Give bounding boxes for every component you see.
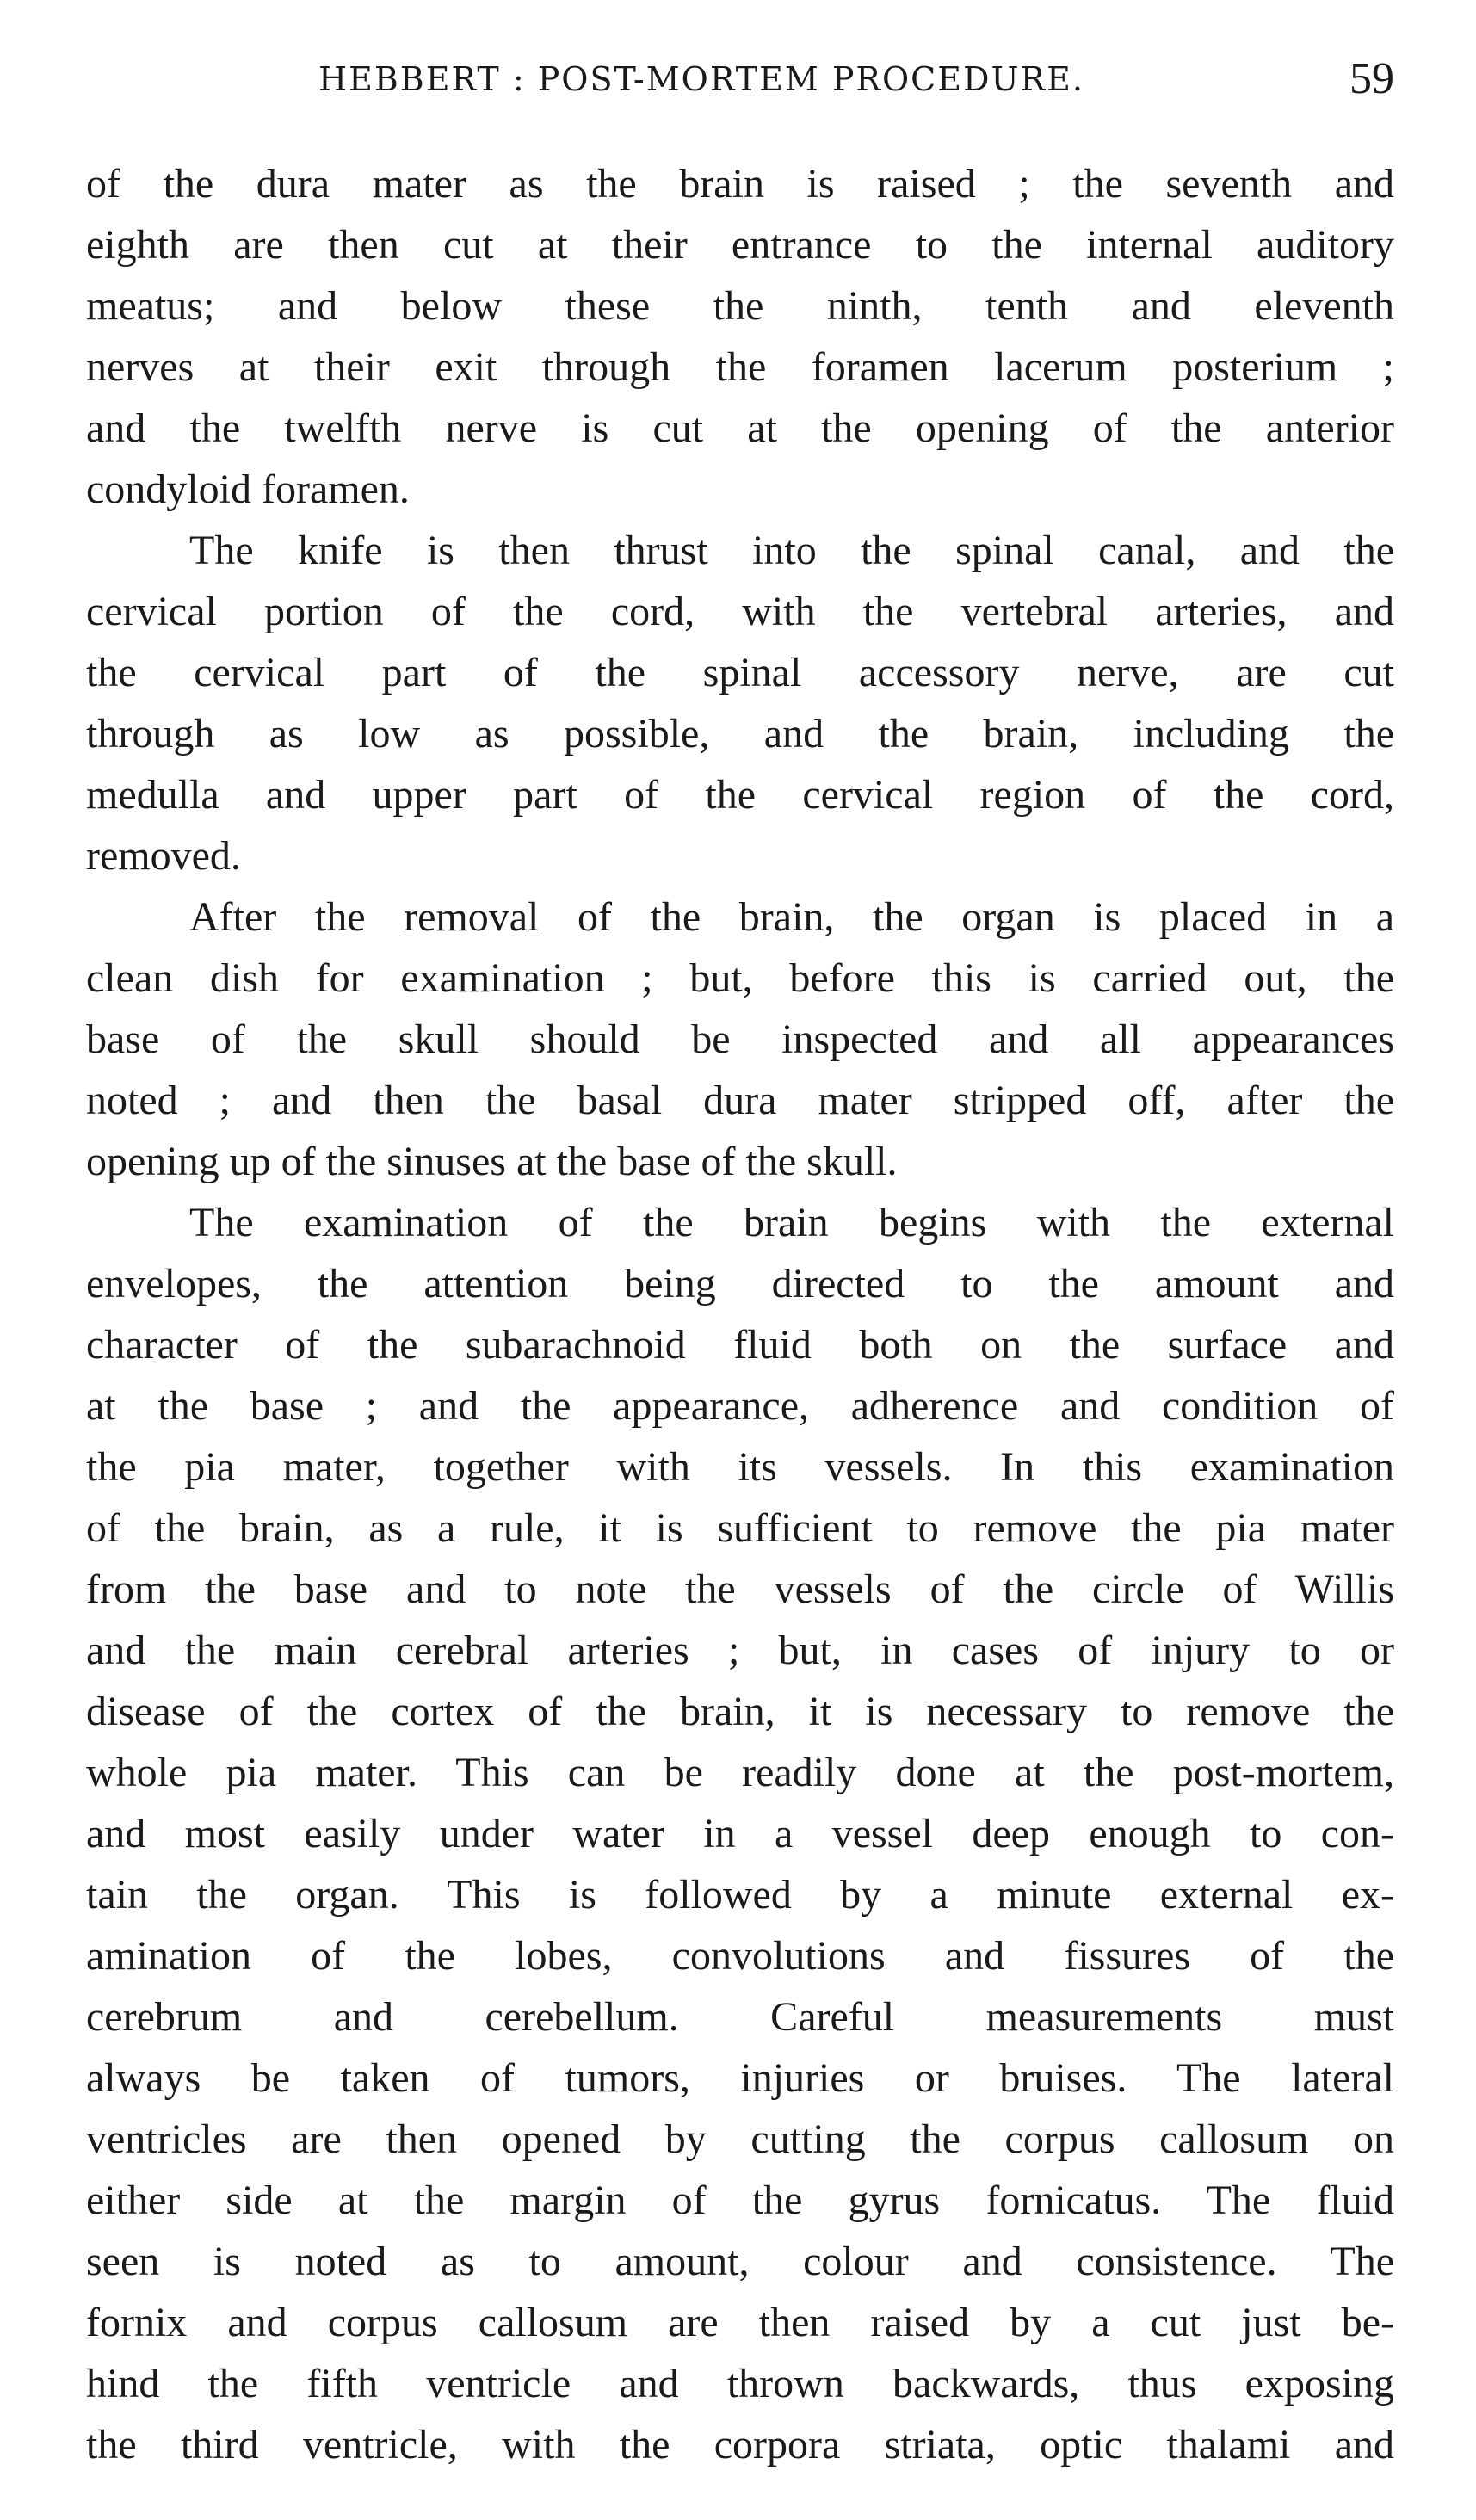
running-title: HEBBERT : POST-MORTEM PROCEDURE. <box>318 60 1084 98</box>
paragraph-start-line: The knife is then thrust into the spinal canal, and the <box>189 528 1394 573</box>
text-line: seen is noted as to amount, colour and consistence. The <box>86 2239 1394 2284</box>
running-head <box>86 54 1394 112</box>
text-line: whole pia mater. This can be readily done at the post-mortem, <box>86 1750 1394 1795</box>
text-line: opening up of the sinuses at the base of the skull. <box>86 1139 898 1184</box>
text-line: cerebrum and cerebellum. Careful measurements must <box>86 1994 1394 2040</box>
text-line: condyloid foramen. <box>86 466 410 512</box>
text-line: eighth are then cut at their entrance to the internal auditory <box>86 222 1394 268</box>
body-text <box>86 153 1394 2475</box>
text-line: clean dish for examination ; but, before this is carried out, the <box>86 955 1394 1001</box>
text-line: medulla and upper part of the cervical region of the cord, <box>86 772 1394 818</box>
text-line: removed. <box>86 833 241 879</box>
text-line: ventricles are then opened by cutting the corpus callosum on <box>86 2116 1394 2162</box>
text-line: tain the organ. This is followed by a minute external ex- <box>86 1872 1394 1918</box>
text-line: hind the fifth ventricle and thrown backwards, thus exposing <box>86 2361 1394 2406</box>
text-line: at the base ; and the appearance, adherence and condition of <box>86 1383 1394 1429</box>
text-line: through as low as possible, and the brain, including the <box>86 711 1394 757</box>
text-line: disease of the cortex of the brain, it is necessary to remove the <box>86 1689 1394 1734</box>
paragraph-start-line: After the removal of the brain, the organ is placed in a <box>189 894 1394 940</box>
text-line: either side at the margin of the gyrus fornicatus. The fluid <box>86 2177 1394 2223</box>
text-line: amination of the lobes, convolutions and fissures of the <box>86 1933 1394 1979</box>
text-line: nerves at their exit through the foramen lacerum posterium ; <box>86 344 1394 390</box>
page-number: 59 <box>1349 54 1394 103</box>
text-line: the cervical part of the spinal accessory nerve, are cut <box>86 650 1394 695</box>
text-line: and the main cerebral arteries ; but, in cases of injury to or <box>86 1628 1394 1673</box>
text-line: character of the subarachnoid fluid both on the surface and <box>86 1322 1394 1368</box>
text-line: envelopes, the attention being directed to the amount and <box>86 1261 1394 1306</box>
text-line: cervical portion of the cord, with the vertebral arteries, and <box>86 589 1394 634</box>
text-line: and the twelfth nerve is cut at the opening of the anterior <box>86 405 1394 451</box>
text-line: fornix and corpus callosum are then raised by a cut just be- <box>86 2300 1394 2345</box>
text-line: always be taken of tumors, injuries or bruises. The lateral <box>86 2055 1394 2101</box>
text-line: meatus; and below these the ninth, tenth and eleventh <box>86 283 1394 329</box>
text-line: base of the skull should be inspected and all appearances <box>86 1016 1394 1062</box>
text-line: the third ventricle, with the corpora striata, optic thalami and <box>86 2422 1394 2468</box>
text-line: and most easily under water in a vessel deep enough to con- <box>86 1811 1394 1856</box>
text-line: noted ; and then the basal dura mater stripped off, after the <box>86 1078 1394 1123</box>
text-line: of the dura mater as the brain is raised ; the seventh and <box>86 161 1394 207</box>
text-line: of the brain, as a rule, it is sufficient to remove the pia mater <box>86 1505 1394 1551</box>
text-line: the pia mater, together with its vessels. In this examination <box>86 1444 1394 1490</box>
text-line: from the base and to note the vessels of the circle of Willis <box>86 1566 1394 1612</box>
paragraph-start-line: The examination of the brain begins with the external <box>189 1200 1394 1245</box>
